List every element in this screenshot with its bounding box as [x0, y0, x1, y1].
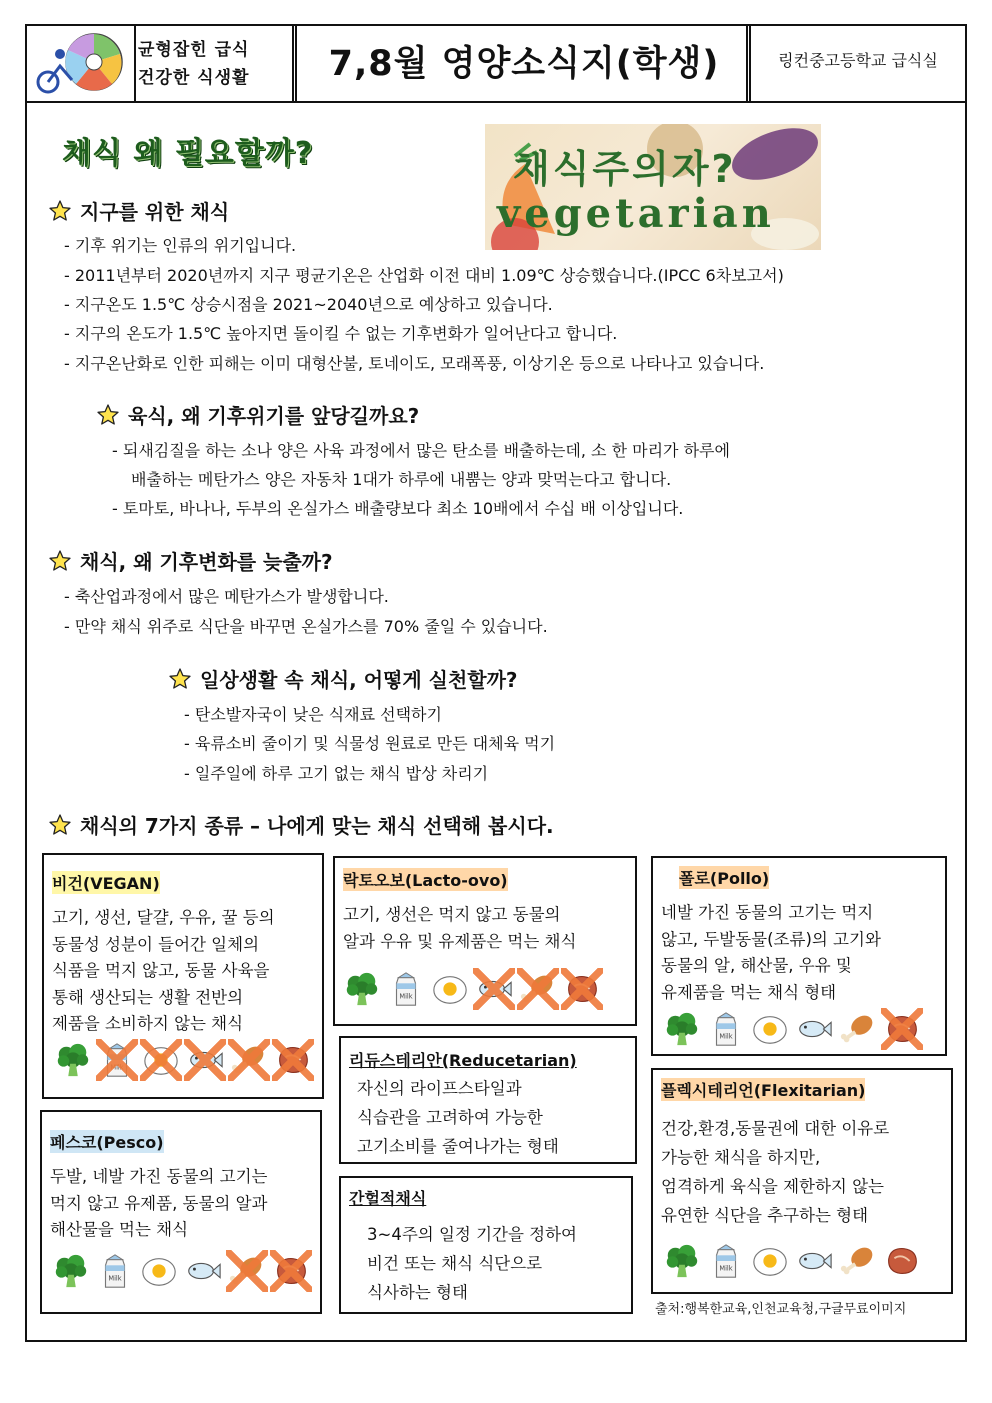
- box-text: 고기, 생선, 달걀, 우유, 꿀 등의 동물성 성분이 들어간 일체의 식품을 먹지 않고, 동물 사육을 통해 생산되는 생활 전반의 제품을 소비하지 않는 채식: [52, 908, 275, 1033]
- steak-icon: [563, 970, 601, 1008]
- list-item: - 만약 채식 위주로 식단을 바꾸면 온실가스를 70% 줄일 수 있습니다.: [64, 617, 548, 636]
- milk-icon: [98, 1041, 136, 1079]
- milk-icon: [707, 1242, 745, 1280]
- flexitarian-box: [651, 1068, 953, 1294]
- box-text: 두발, 네발 가진 동물의 고기는 먹지 않고 유제품, 동물의 알과 해산물을 먹는 채식: [50, 1167, 268, 1239]
- header-slogan: [138, 36, 290, 92]
- food-icons: [343, 970, 601, 1008]
- section-heading-text: 육식, 왜 기후위기를 앞당길까요?: [128, 404, 420, 428]
- egg-icon: [140, 1252, 178, 1290]
- slogan-line: 균형잡힌 급식: [138, 40, 250, 60]
- header-divider: [25, 101, 967, 103]
- chicken-icon: [839, 1010, 877, 1048]
- broccoli-icon: [343, 970, 381, 1008]
- list-item: - 육류소비 줄이기 및 식물성 원료로 만든 대체육 먹기: [184, 734, 556, 753]
- fish-icon: [795, 1010, 833, 1048]
- list-item: - 지구의 온도가 1.5℃ 높아지면 돌이킬 수 없는 기후변화가 일어난다고 합니다.: [64, 324, 618, 343]
- list-item: - 기후 위기는 인류의 위기입니다.: [64, 236, 297, 255]
- intermittent-box: [339, 1176, 633, 1314]
- chicken-icon: [230, 1041, 268, 1079]
- box-title: 비건(VEGAN): [52, 871, 160, 894]
- list-item: - 일주일에 하루 고기 없는 채식 밥상 차리기: [184, 764, 489, 783]
- box-title: 플렉시테리언(Flexitarian): [661, 1078, 865, 1101]
- chicken-icon: [228, 1252, 266, 1290]
- school-name: 링컨중고등학교 급식실: [778, 51, 938, 70]
- vegan-box: [42, 853, 324, 1099]
- milk-icon: [96, 1252, 134, 1290]
- section-heading: [48, 196, 229, 225]
- star-icon: [48, 199, 72, 223]
- list-item: - 토마토, 바나나, 두부의 온실가스 배출량보다 최소 10배에서 수십 배 이상입니다.: [112, 499, 684, 518]
- box-title: 페스코(Pesco): [50, 1130, 164, 1153]
- header-cell-divider: [292, 24, 297, 103]
- star-icon: [168, 667, 192, 691]
- section-heading: [48, 546, 333, 575]
- section-heading-text: 일상생활 속 채식, 어떻게 실천할까?: [200, 668, 518, 692]
- box-title: 락토오보(Lacto-ovo): [343, 868, 508, 891]
- banner-text: vegetarian: [497, 190, 775, 237]
- broccoli-icon: [663, 1242, 701, 1280]
- fish-icon: [475, 970, 513, 1008]
- lacto-ovo-box: [333, 856, 637, 1026]
- section-heading: [168, 664, 518, 693]
- page-title: 7,8월 영양소식지(학생): [328, 44, 720, 84]
- main-heading: 채식 왜 필요할까?: [62, 136, 314, 171]
- box-text: 자신의 라이프스타일과 식습관을 고려하여 가능한 고기소비를 줄여나가는 형태: [357, 1079, 559, 1156]
- pollo-box: [651, 856, 947, 1056]
- slogan-line: 건강한 식생활: [138, 68, 250, 88]
- section-heading-text: 채식, 왜 기후변화를 늦출까?: [80, 550, 333, 574]
- section-heading-text: 지구를 위한 채식: [80, 200, 230, 224]
- list-item: 배출하는 메탄가스 양은 자동차 1대가 하루에 내뿜는 양과 맞먹는다고 합니다.: [131, 470, 672, 489]
- reducetarian-box: [339, 1036, 637, 1164]
- star-icon: [48, 813, 72, 837]
- list-item: - 2011년부터 2020년까지 지구 평균기온은 산업화 이전 대비 1.09℃ 상승했습니다.(IPCC 6차보고서): [64, 266, 784, 285]
- box-title: 간헐적채식: [349, 1189, 427, 1208]
- steak-icon: [272, 1252, 310, 1290]
- banner-text: 채식주의자?: [513, 147, 737, 191]
- fish-icon: [795, 1242, 833, 1280]
- milk-icon: [707, 1010, 745, 1048]
- broccoli-icon: [663, 1010, 701, 1048]
- food-icons: [663, 1010, 921, 1048]
- fish-icon: [184, 1252, 222, 1290]
- box-text: 네발 가진 동물의 고기는 먹지 않고, 두발동물(조류)의 고기와 동물의 알, 해산물, 우유 및 유제품을 먹는 채식 형태: [661, 903, 881, 1002]
- milk-icon: [387, 970, 425, 1008]
- chicken-icon: [839, 1242, 877, 1280]
- section-heading-text: 채식의 7가지 종류 – 나에게 맞는 채식 선택해 봅시다.: [80, 814, 554, 838]
- box-title: 리듀스테리안(Reducetarian): [349, 1051, 577, 1070]
- list-item: - 지구온난화로 인한 피해는 이미 대형산불, 토네이도, 모래폭풍, 이상기온 등으로 나타나고 있습니다.: [64, 354, 765, 373]
- star-icon: [96, 403, 120, 427]
- egg-icon: [142, 1041, 180, 1079]
- box-text: 건강,환경,동물권에 대한 이유로 가능한 채식을 하지만, 엄격하게 육식을 제한하지 않는 유연한 식단을 추구하는 형태: [661, 1119, 890, 1225]
- steak-icon: [883, 1010, 921, 1048]
- source-credit: 출처:행복한교육,인천교육청,구글무료이미지: [655, 1302, 907, 1317]
- section-heading: [48, 810, 554, 839]
- food-icons: [663, 1242, 921, 1280]
- section-heading: [96, 400, 419, 429]
- broccoli-icon: [54, 1041, 92, 1079]
- broccoli-icon: [52, 1252, 90, 1290]
- egg-icon: [751, 1242, 789, 1280]
- food-icons: [54, 1041, 312, 1079]
- list-item: - 되새김질을 하는 소나 양은 사육 과정에서 많은 탄소를 배출하는데, 소 한 마리가 하루에: [112, 441, 730, 460]
- egg-icon: [431, 970, 469, 1008]
- box-title: 폴로(Pollo): [679, 866, 769, 889]
- list-item: - 지구온도 1.5℃ 상승시점을 2021~2040년으로 예상하고 있습니다.: [64, 295, 553, 314]
- steak-icon: [883, 1242, 921, 1280]
- balanced-plate-bicycle-icon: [32, 30, 130, 98]
- box-text: 3~4주의 일정 기간을 정하여 비건 또는 채식 식단으로 식사하는 형태: [367, 1225, 577, 1302]
- fish-icon: [186, 1041, 224, 1079]
- header-cell-divider: [134, 24, 136, 103]
- box-text: 고기, 생선은 먹지 않고 동물의 알과 우유 및 유제품은 먹는 채식: [343, 905, 577, 951]
- food-icons: [52, 1252, 310, 1290]
- list-item: - 탄소발자국이 낮은 식재료 선택하기: [184, 705, 442, 724]
- egg-icon: [751, 1010, 789, 1048]
- pesco-box: [40, 1110, 322, 1314]
- star-icon: [48, 549, 72, 573]
- steak-icon: [274, 1041, 312, 1079]
- vegetarian-banner-image: [485, 124, 821, 250]
- chicken-icon: [519, 970, 557, 1008]
- list-item: - 축산업과정에서 많은 메탄가스가 발생합니다.: [64, 587, 389, 606]
